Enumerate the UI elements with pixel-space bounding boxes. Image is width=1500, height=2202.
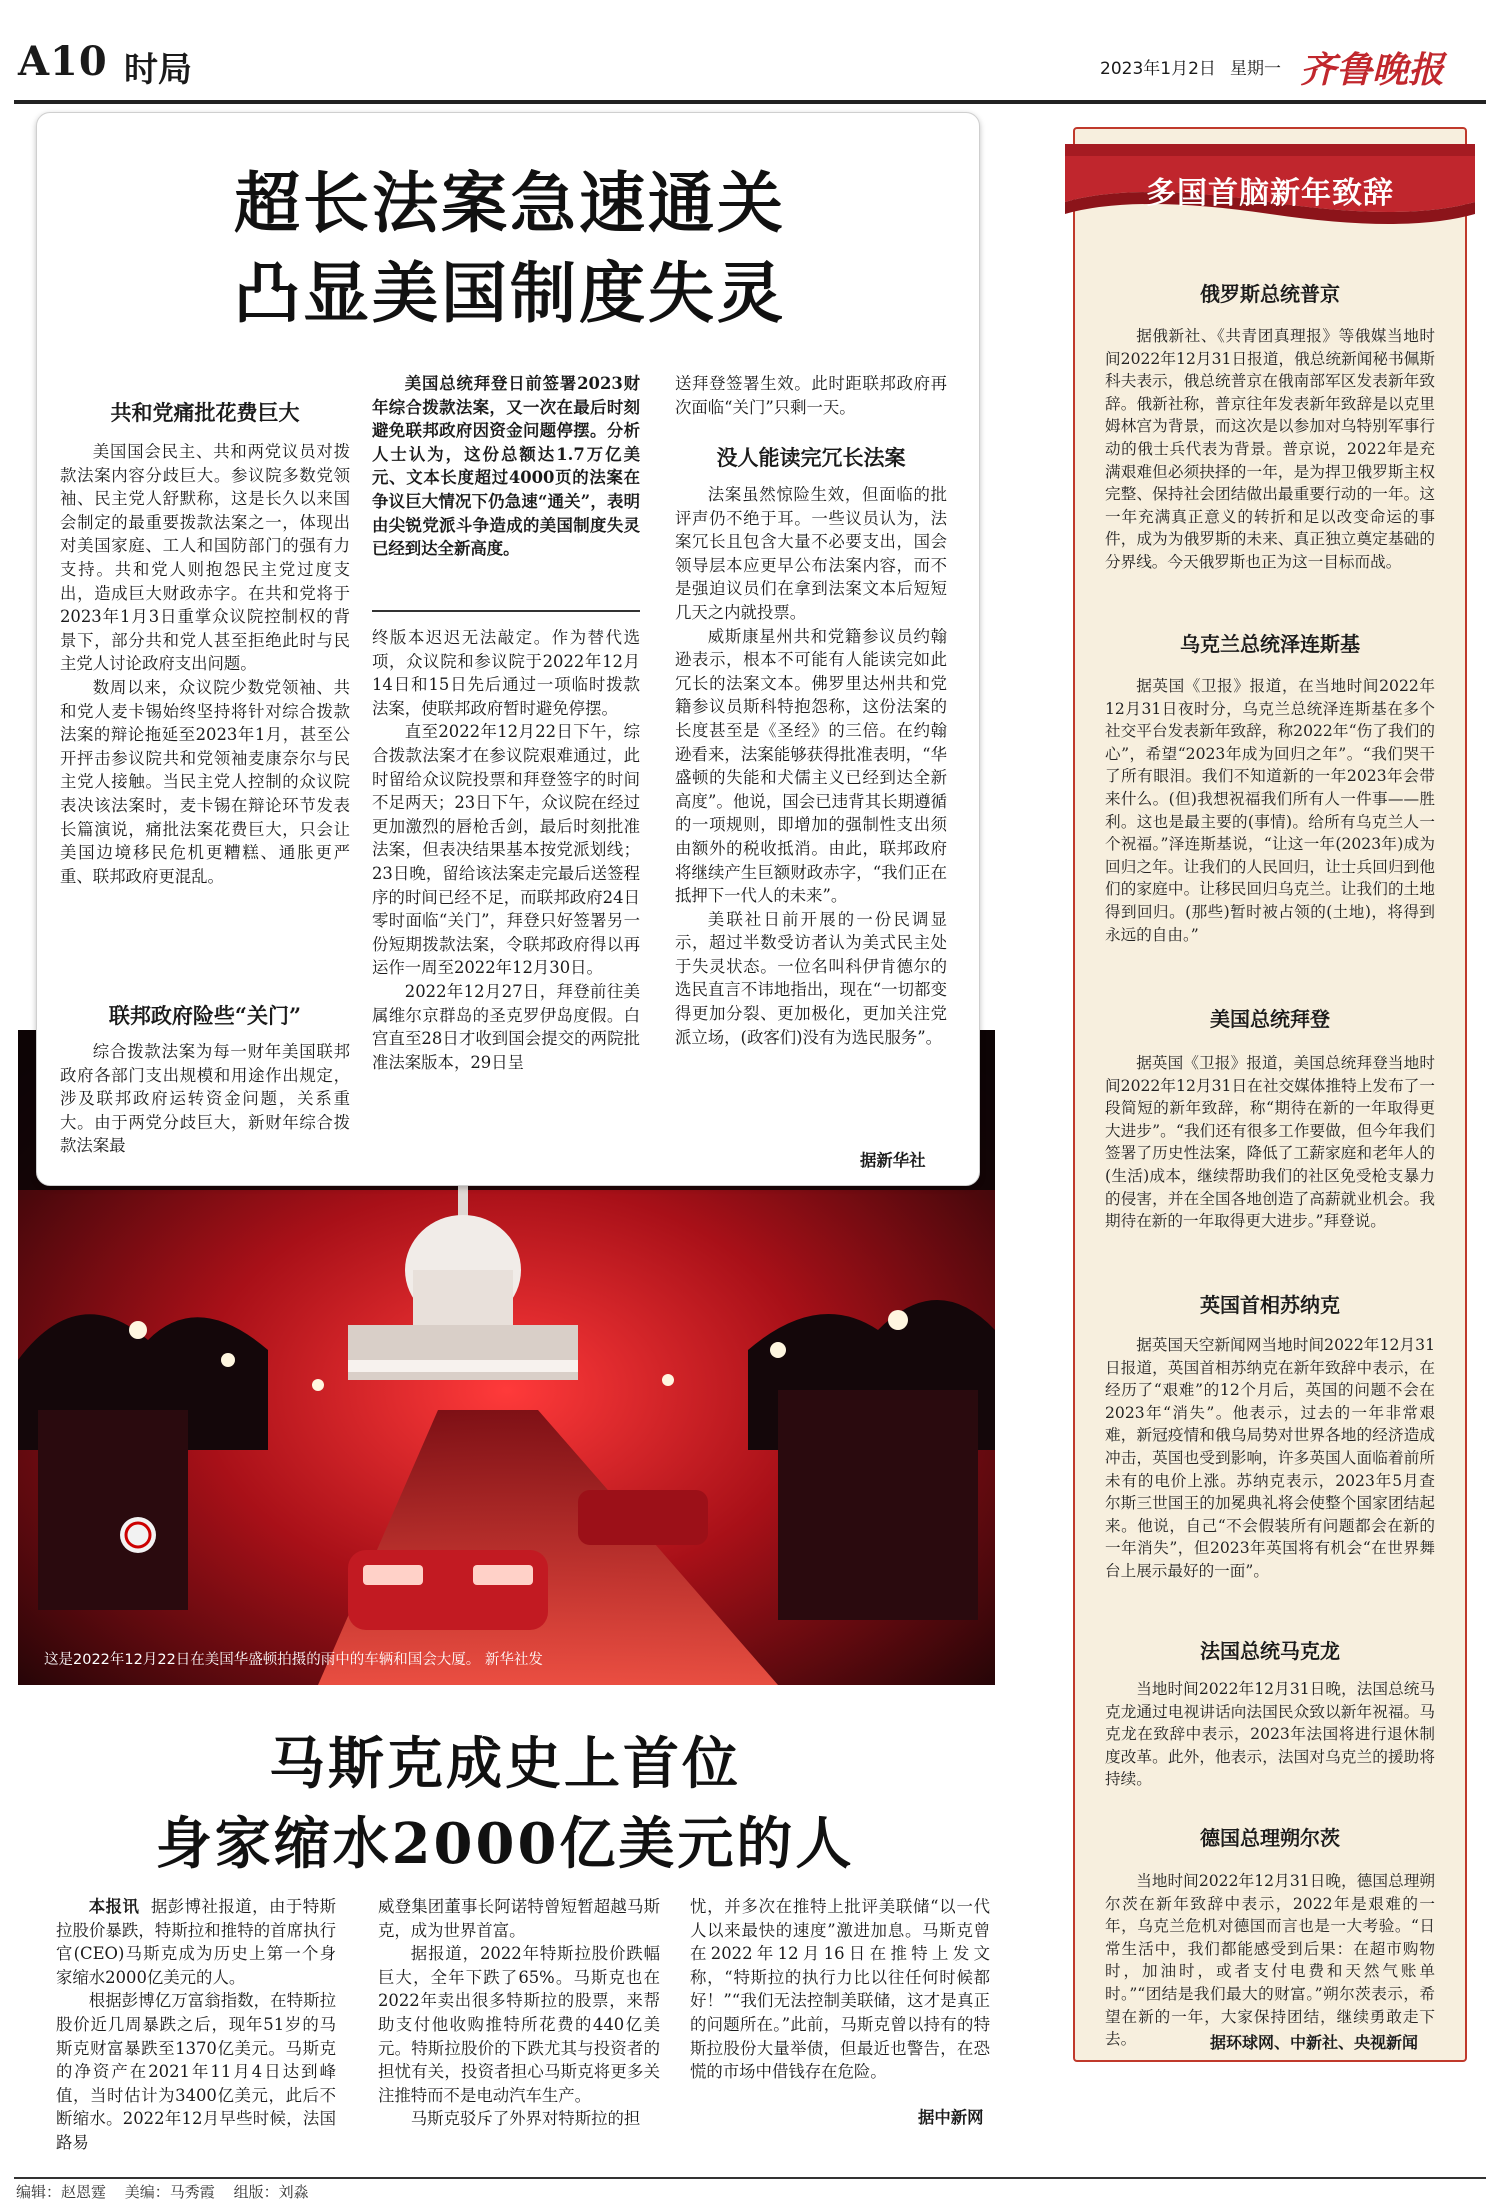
sidebar-source: 据环球网、中新社、央视新闻: [1210, 2033, 1419, 2052]
subheading: 共和党痛批花费巨大: [110, 400, 300, 425]
sidebar-text: 据俄新社、《共青团真理报》等俄媒当地时间2022年12月31日报道，俄总统新闻秘书佩斯科夫表示，俄总统普京在俄南部军区发表新年致辞。俄新社称，普京往年发表新年致辞是以克里姆林宫为背景，而这次是以参加对乌特别军事行动的俄士兵代表为背景。普京说，2022年是充满艰难但必须抉择的一年，是为捍卫俄罗斯主权完整、保持社会团结做出最重要行动的一年。这一年充满真正意义的转折和足以改变命运的事件，成为为俄罗斯的未来、真正独立奠定基础的分界线。今天俄罗斯也正为这一目标而战。: [1105, 327, 1435, 571]
newspaper-logo: 齐鲁晚报: [1300, 49, 1445, 91]
sidebar-text: 据英国天空新闻网当地时间2022年12月31日报道，英国首相苏纳克在新年致辞中表示，在经历了“艰难”的12个月后，英国的问题不会在2023年“消失”。他表示，过去的一年非常艰难，新冠疫情和俄乌局势对世界各地的经济造成冲击，英国也受到影响，许多英国人面临着前所未有的电价上涨。苏纳克表示，2023年5月查尔斯三世国王的加冕典礼将会使整个国家团结起来。他说，自己“不会假装所有问题都会在新的一年消失”，但2023年英国将有机会“在世界舞台上展示最好的一面”。: [1105, 1336, 1435, 1580]
issue-date: 2023年1月2日: [1100, 59, 1216, 79]
sidebar-heading: 美国总统拜登: [1210, 1007, 1330, 1031]
sidebar-text: 据英国《卫报》报道，美国总统拜登当地时间2022年12月31日在社交媒体推特上发布了一段简短的新年致辞，称“期待在新的一年取得更大进步”。“我们还有很多工作要做，但今年我们签署了历史性法案，降低了工薪家庭和老年人的(生活)成本，继续帮助我们的社区免受枪支暴力的侵害，并在全国各地创造了高薪就业机会。我期待在新的一年取得更大进步。”拜登说。: [1105, 1054, 1435, 1231]
section-name: 时局: [124, 50, 192, 90]
article-text: [60, 1040, 350, 1158]
article-text: [378, 1895, 660, 2131]
lead-rule: [372, 610, 640, 612]
article-text: [372, 626, 640, 1074]
paragraph: 法案虽然惊险生效，但面临的批评声仍不绝于耳。一些议员认为，法案冗长且包含大量不必要支出，国会领导层本应更早公布法案内容，而不是强迫议员们在拿到法案文本后短短几天之内就投票。: [675, 485, 947, 622]
sidebar-heading: 英国首相苏纳克: [1200, 1293, 1340, 1317]
sidebar-heading: 乌克兰总统泽连斯基: [1180, 632, 1360, 656]
bottom-headline-line1: 马斯克成史上首位: [269, 1731, 741, 1797]
paragraph: 威斯康星州共和党籍参议员约翰逊表示，根本不可能有人能读完如此冗长的法案文本。佛罗里达州共和党籍参议员斯科特抱怨称，这份法案的长度甚至是《圣经》的三倍。在约翰逊看来，法案能够获得批准表明，“华盛顿的失能和犬儒主义已经到达全新高度”。他说，国会已违背其长期遵循的一项规则，即增加的强制性支出须由额外的税收抵消。由此，联邦政府将继续产生巨额财政赤字，“我们正在抵押下一代人的未来”。: [675, 626, 947, 906]
lead-label: 本报讯: [88, 1897, 140, 1916]
bottom-headline-line2: 身家缩水2000亿美元的人: [155, 1811, 855, 1877]
paragraph: 直至2022年12月22日下午，综合拨款法案才在参议院艰难通过，此时留给众议院投票和拜登签字的时间不足两天；23日下午，众议院在经过更加激烈的唇枪舌剑，最后时刻批准法案，但表决结果基本按党派划线；23日晚，留给该法案走完最后送签程序的时间已经不足，而联邦政府24日零时面临“关门”，拜登只好签署另一份短期拨款法案，令联邦政府得以再运作一周至2022年12月30日。: [372, 722, 640, 978]
sidebar-text: 据英国《卫报》报道，在当地时间2022年12月31日夜时分，乌克兰总统泽连斯基在多个社交平台发表新年致辞，称2022年“伤了我们的心”，希望“2023年成为回归之年”。“我们哭干了所有眼泪。我们不知道新的一年2023年会带来什么。(但)我想祝福我们所有人一件事——胜利。这也是最主要的(事情)。给所有乌克兰人一个祝福。”泽连斯基说，“让这一年(2023年)成为回归之年。让我们的人民回归，让士兵回归到他们的家庭中。让移民回归乌克兰。让我们的土地得到回归。(那些)暂时被占领的(土地)，将得到永远的自由。”: [1105, 677, 1435, 944]
paragraph: 忧，并多次在推特上批评美联储“以一代人以来最快的速度”激进加息。马斯克曾在2022年12月16日在推特上发文称，“特斯拉的执行力比以往任何时候都好！”“我们无法控制美联储，这才是真正的问题所在。”此前，马斯克曾以持有的特斯拉股份大量举债，但最近也警告，在恐慌的市场中借钱存在危险。: [690, 1897, 990, 2082]
article-text: [60, 440, 350, 888]
top-headline-line1: 超长法案急速通关: [234, 164, 786, 242]
paragraph-body: 据彭博社报道，由于特斯拉股价暴跌，特斯拉和推特的首席执行官(CEO)马斯克成为历史上第一个身家缩水2000亿美元的人。: [56, 1897, 337, 1987]
designer-credit: 美编：马秀霞: [124, 2183, 215, 2201]
issue-weekday: 星期一: [1230, 59, 1281, 79]
sidebar-text: 当地时间2022年12月31日晚，德国总理朔尔茨在新年致辞中表示，2022年是艰难的一年，乌克兰危机对德国而言也是一大考验。“日常生活中，我们都能感受到后果：在超市购物时，加油时，或者支付电费和天然气账单时。”“团结是我们最大的财富。”朔尔茨表示，希望在新的一年，大家保持团结，继续勇敢走下去。: [1105, 1872, 1435, 2049]
paragraph: 根据彭博亿万富翁指数，在特斯拉股价近几周暴跌之后，现年51岁的马斯克财富暴跌至1370亿美元。马斯克的净资产在2021年11月4日达到峰值，当时估计为3400亿美元，此后不断缩水。2022年12月早些时候，法国路易: [56, 1991, 336, 2152]
article-text: [56, 1895, 336, 2155]
paragraph: 据报道，2022年特斯拉股价跌幅巨大，全年下跌了65%。马斯克也在2022年卖出很多特斯拉的股票，来帮助支付他收购推特所花费的440亿美元。特斯拉股价的下跌尤其与投资者的担忧有关，投资者担心马斯克将更多关注推特而不是电动汽车生产。: [378, 1944, 660, 2105]
sidebar-heading: 法国总统马克龙: [1200, 1639, 1340, 1663]
editor-credit: 编辑：赵恩霆: [16, 2183, 107, 2201]
sidebar-heading: 德国总理朔尔茨: [1200, 1826, 1340, 1850]
paragraph: 数周以来，众议院少数党领袖、共和党人麦卡锡始终坚持将针对综合拨款法案的辩论拖延至2023年1月，甚至公开抨击参议院共和党领袖麦康奈尔与民主党人接触。当民主党人控制的众议院表决该法案时，麦卡锡在辩论环节发表长篇演说，痛批法案花费巨大，只会让美国边境移民危机更糟糕、通胀更严重、联邦政府更混乱。: [60, 677, 350, 886]
paragraph: 2022年12月27日，拜登前往美属维尔京群岛的圣克罗伊岛度假。白宫直至28日才收到国会提交的两院批准法案版本，29日呈: [372, 981, 640, 1072]
paragraph: [56, 1895, 336, 1989]
article-source: 据中新网: [918, 2108, 984, 2127]
paragraph: 马斯克驳斥了外界对特斯拉的担: [410, 2109, 641, 2129]
article-lead: 美国总统拜登日前签署2023财年综合拨款法案，又一次在最后时刻避免联邦政府因资金问题停摆。分析人士认为，这份总额达1.7万亿美元、文本长度超过4000页的法案在争议巨大情况下仍急速“通关”，表明由尖锐党派斗争造成的美国制度失灵已经到达全新高度。: [372, 374, 640, 559]
header-rule: [14, 100, 1486, 104]
subheading: 没人能读完冗长法案: [716, 445, 906, 470]
subheading: 联邦政府险些“关门”: [108, 1003, 302, 1028]
article-source: 据新华社: [860, 1151, 926, 1170]
sidebar-heading: 俄罗斯总统普京: [1200, 282, 1340, 306]
top-headline-line2: 凸显美国制度失灵: [234, 254, 786, 332]
footer-credits: [16, 2181, 323, 2202]
paragraph: 美联社日前开展的一份民调显示，超过半数受访者认为美式民主处于失灵状态。一位名叫科伊肯德尔的选民直言不讳地指出，现在“一切都变得更加分裂、更加极化，更加关注党派立场，(政客们)没有为选民服务”。: [675, 909, 947, 1047]
paragraph: 终版本迟迟无法敲定。作为替代选项，众议院和参议院于2022年12月14日和15日先后通过一项临时拨款法案，使联邦政府暂时避免停摆。: [372, 628, 640, 718]
sidebar-title: 多国首脑新年致辞: [1146, 176, 1394, 211]
article-text: 送拜登签署生效。此时距联邦政府再次面临“关门”只剩一天。: [675, 374, 947, 417]
page-number: A10: [18, 38, 108, 85]
footer-rule: [14, 2177, 1486, 2179]
layout-credit: 组版：刘淼: [233, 2183, 309, 2201]
paragraph: 综合拨款法案为每一财年美国联邦政府各部门支出规模和用途作出规定，涉及联邦政府运转资金问题，关系重大。由于两党分歧巨大，新财年综合拨款法案最: [60, 1042, 350, 1156]
paragraph: 美国国会民主、共和两党议员对拨款法案内容分歧巨大。参议院多数党领袖、民主党人舒默称，这是长久以来国会制定的最重要拨款法案之一，体现出对美国家庭、工人和国防部门的强有力支持。共和党人则抱怨民主党过度支出，造成巨大财政赤字。在共和党将于2023年1月3日重掌众议院控制权的背景下，部分共和党人甚至拒绝此时与民主党人讨论政府支出问题。: [60, 442, 350, 674]
photo-caption: 这是2022年12月22日在美国华盛顿拍摄的雨中的车辆和国会大厦。 新华社发: [44, 1652, 543, 1668]
paragraph: 威登集团董事长阿诺特曾短暂超越马斯克，成为世界首富。: [378, 1897, 660, 1940]
sidebar-text: 当地时间2022年12月31日晚，法国总统马克龙通过电视讲话向法国民众致以新年祝福。马克龙在致辞中表示，2023年法国将进行退休制度改革。此外，他表示，法国对乌克兰的援助将持续。: [1105, 1680, 1435, 1789]
article-text: [690, 1895, 990, 2084]
article-text: [675, 483, 947, 1049]
